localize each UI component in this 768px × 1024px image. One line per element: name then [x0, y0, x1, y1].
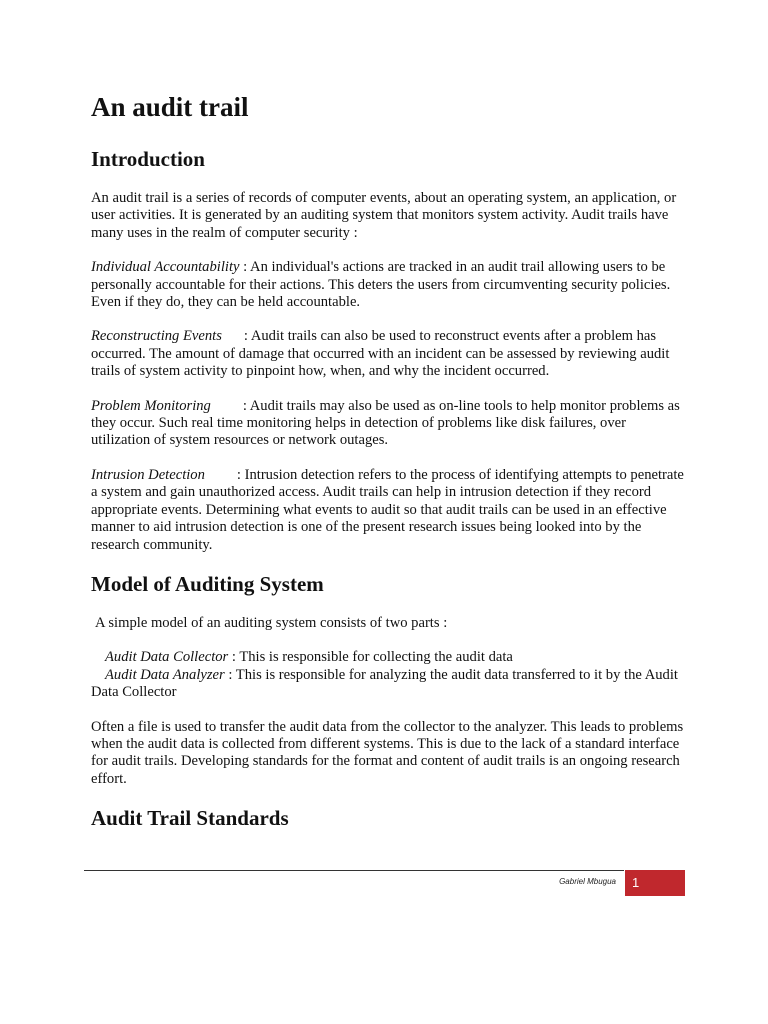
model-closing-paragraph: Often a file is used to transfer the audit data from the collector to the analyzer. This leads to problems when the audit data is collected from different systems. This is due to the lack of a standard interface for audit trails. Developing standards for the format and content of audit trails is an ongoing research effort.: [91, 718, 684, 787]
use-separator: :: [239, 259, 251, 276]
footer-divider: [84, 870, 624, 871]
model-part-collector: [91, 649, 686, 666]
introduction-heading: Introduction: [91, 147, 205, 171]
model-parts-list: [91, 649, 686, 701]
use-text: Audit trails can also be used to reconstruct events after a problem has occurred. The amount of damage that occurred with an incident can be assessed by reviewing audit trails of system activity to pinpoint how, when, and why the incident occurred.: [91, 328, 670, 380]
use-separator: :: [242, 397, 250, 414]
use-reconstructing-events: [91, 328, 686, 380]
use-term: Individual Accountability: [91, 259, 240, 276]
use-text: Intrusion detection refers to the process of identifying attempts to penetrate a system and gain unauthorized access. Audit trails can help in intrusion detection if they record appropriate events. Determining what events to audit so that audit trails can be used in an effective manner to aid intrusion detection is one of the present research issues being looked into by the research community.: [91, 466, 684, 553]
model-heading: Model of Auditing System: [91, 571, 324, 596]
part-term: Audit Data Collector: [105, 649, 229, 666]
model-part-analyzer: [91, 667, 686, 702]
part-text: : This is responsible for collecting the audit data: [228, 649, 513, 666]
use-individual-accountability: [91, 259, 686, 311]
model-intro: A simple model of an auditing system consists of two parts :: [95, 614, 448, 631]
use-text: An individual's actions are tracked in an audit trail allowing users to be personally accountable for their actions. This deters the users from circumventing security policies. Even if they do, they can be held accountable.: [91, 259, 671, 311]
use-term: Reconstructing Events: [91, 328, 222, 345]
part-term: Audit Data Analyzer: [105, 666, 225, 683]
use-text: Audit trails may also be used as on-line tools to help monitor problems as they occur. Such real time monitoring helps in detection of problems like disk failures, over utilization of system resources or network outages.: [91, 397, 680, 449]
part-text: : This is responsible for analyzing the audit data transferred to it by the Audit Data Collector: [91, 666, 678, 701]
page-number-badge: 1: [625, 870, 685, 896]
use-problem-monitoring: [91, 398, 686, 450]
use-term: Intrusion Detection: [91, 466, 205, 483]
use-separator: :: [243, 328, 251, 345]
use-term: Problem Monitoring: [91, 397, 211, 414]
document-title: An audit trail: [91, 92, 249, 122]
standards-heading: Audit Trail Standards: [91, 806, 289, 831]
footer-author: Gabriel Mbugua: [559, 877, 616, 886]
use-intrusion-detection: [91, 467, 686, 554]
page-content: [91, 88, 686, 849]
use-separator: :: [236, 466, 245, 483]
introduction-paragraph: An audit trail is a series of records of computer events, about an operating system, an application, or user activities. It is generated by an auditing system that monitors system activity. Audit trails have many uses in the realm of computer security :: [91, 190, 677, 241]
